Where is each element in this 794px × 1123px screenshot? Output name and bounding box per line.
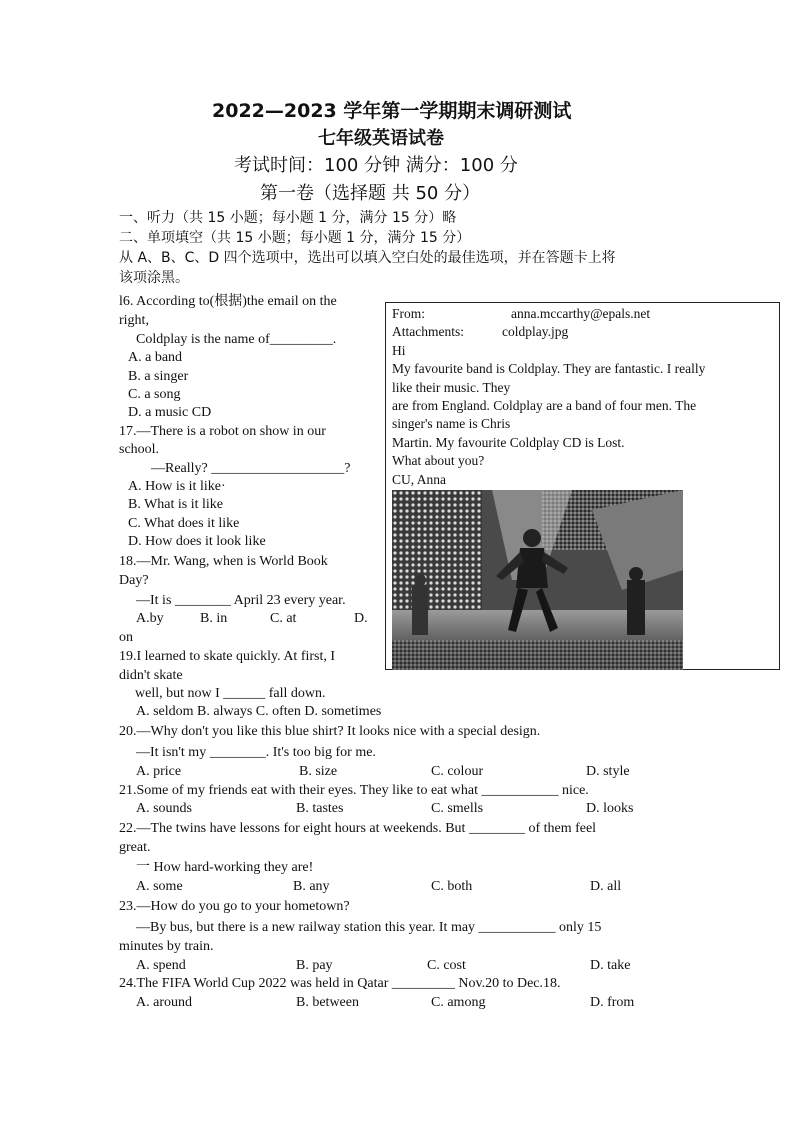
- question-23-option-c: C. cost: [427, 958, 466, 973]
- question-22-option-a: A. some: [136, 879, 183, 894]
- question-20-stem: 20.—Why don't you like this blue shirt? It looks nice with a special design.: [119, 724, 541, 739]
- question-19-stem: didn't skate: [119, 668, 183, 683]
- email-body-line: What about you?: [392, 453, 485, 468]
- email-body-line: are from England. Coldplay are a band of four men. The: [392, 398, 697, 413]
- question-21-option-d: D. looks: [586, 801, 634, 816]
- question-23-option-d: D. take: [590, 958, 631, 973]
- question-21-option-b: B. tastes: [296, 801, 344, 816]
- question-22-stem: great.: [119, 840, 151, 855]
- question-16-option-b: B. a singer: [128, 369, 189, 384]
- question-17-option-c: C. What does it like: [128, 516, 240, 531]
- email-body-line: like their music. They: [392, 380, 511, 395]
- question-17-stem: school.: [119, 442, 160, 457]
- exam-time-info: 考试时间：100 分钟 满分：100 分: [234, 155, 518, 176]
- question-23-stem: 23.—How do you go to your hometown?: [119, 899, 350, 914]
- question-19-options: A. seldom B. always C. often D. sometimes: [136, 704, 382, 719]
- question-17-option-a: A. How is it like·: [128, 479, 226, 494]
- question-16-option-a: A. a band: [128, 350, 183, 365]
- email-body-line: singer's name is Chris: [392, 416, 511, 431]
- email-body-line: Martin. My favourite Coldplay CD is Lost.: [392, 435, 625, 450]
- question-18-option-c: C. at: [270, 611, 297, 626]
- question-22-option-d: D. all: [590, 879, 622, 894]
- section-listening: 一、听力（共 15 小题；每小题 1 分，满分 15 分）略: [119, 210, 457, 226]
- email-attach-value: coldplay.jpg: [502, 324, 569, 339]
- question-19-stem: 19.I learned to skate quickly. At first, I: [119, 649, 336, 664]
- email-from-label: From:: [392, 306, 426, 321]
- email-body-line: CU, Anna: [392, 472, 446, 487]
- part-heading: 第一卷（选择题 共 50 分）: [260, 183, 481, 204]
- email-attach-label: Attachments:: [392, 324, 464, 339]
- section-instruction-line2: 该项涂黑。: [119, 270, 189, 286]
- question-24-stem: 24.The FIFA World Cup 2022 was held in Qatar _________ Nov.20 to Dec.18.: [119, 976, 561, 991]
- question-18-option-d: D.: [354, 611, 368, 626]
- question-16-stem: right,: [119, 313, 149, 328]
- concert-photo: [392, 490, 683, 670]
- question-23-option-b: B. pay: [296, 958, 333, 973]
- question-24-option-d: D. from: [590, 995, 635, 1010]
- question-16-stem: Coldplay is the name of_________.: [136, 332, 337, 347]
- exam-subtitle: 七年级英语试卷: [318, 128, 444, 149]
- email-body-line: Hi: [392, 343, 406, 358]
- question-17-option-b: B. What is it like: [128, 497, 224, 512]
- question-23-stem: —By bus, but there is a new railway station this year. It may ___________ only 15: [136, 920, 602, 935]
- question-20-option-d: D. style: [586, 764, 630, 779]
- question-17-stem: 17.—There is a robot on show in our: [119, 424, 326, 439]
- question-17-stem: —Really? ___________________?: [151, 461, 351, 476]
- question-18-stem: Day?: [119, 573, 149, 588]
- question-22-option-c: C. both: [431, 879, 473, 894]
- question-20-stem: —It isn't my ________. It's too big for me.: [136, 745, 376, 760]
- question-22-stem: 22.—The twins have lessons for eight hours at weekends. But ________ of them feel: [119, 821, 597, 836]
- question-18-option-d-text: on: [119, 630, 133, 645]
- question-16-stem: l6. According to(根据)the email on the: [119, 294, 337, 309]
- question-20-option-c: C. colour: [431, 764, 484, 779]
- question-17-option-d: D. How does it look like: [128, 534, 266, 549]
- question-18-option-b: B. in: [200, 611, 228, 626]
- question-24-option-a: A. around: [136, 995, 192, 1010]
- question-16-option-d: D. a music CD: [128, 405, 212, 420]
- question-22-option-b: B. any: [293, 879, 330, 894]
- question-20-option-a: A. price: [136, 764, 182, 779]
- question-24-option-c: C. among: [431, 995, 486, 1010]
- email-from-value: anna.mccarthy@epals.net: [511, 306, 651, 321]
- question-21-option-a: A. sounds: [136, 801, 193, 816]
- question-19-stem: well, but now I ______ fall down.: [135, 686, 326, 701]
- question-22-stem: 一 How hard-working they are!: [136, 860, 314, 875]
- section-instruction-line1: 从 A、B、C、D 四个选项中，选出可以填入空白处的最佳选项，并在答题卡上将: [119, 250, 616, 266]
- question-18-stem: —It is ________ April 23 every year.: [136, 593, 346, 608]
- question-18-stem: 18.—Mr. Wang, when is World Book: [119, 554, 328, 569]
- section-single-choice: 二、单项填空（共 15 小题；每小题 1 分，满分 15 分）: [119, 230, 471, 246]
- question-24-option-b: B. between: [296, 995, 359, 1010]
- question-18-option-a: A.by: [136, 611, 164, 626]
- question-21-option-c: C. smells: [431, 801, 484, 816]
- question-16-option-c: C. a song: [128, 387, 181, 402]
- question-21-stem: 21.Some of my friends eat with their eyes. They like to eat what ___________ nice.: [119, 783, 589, 798]
- question-20-option-b: B. size: [299, 764, 338, 779]
- exam-title: 2022—2023 学年第一学期期末调研测试: [212, 100, 572, 122]
- question-23-stem: minutes by train.: [119, 939, 214, 954]
- email-body-line: My favourite band is Coldplay. They are fantastic. I really: [392, 361, 706, 376]
- question-23-option-a: A. spend: [136, 958, 186, 973]
